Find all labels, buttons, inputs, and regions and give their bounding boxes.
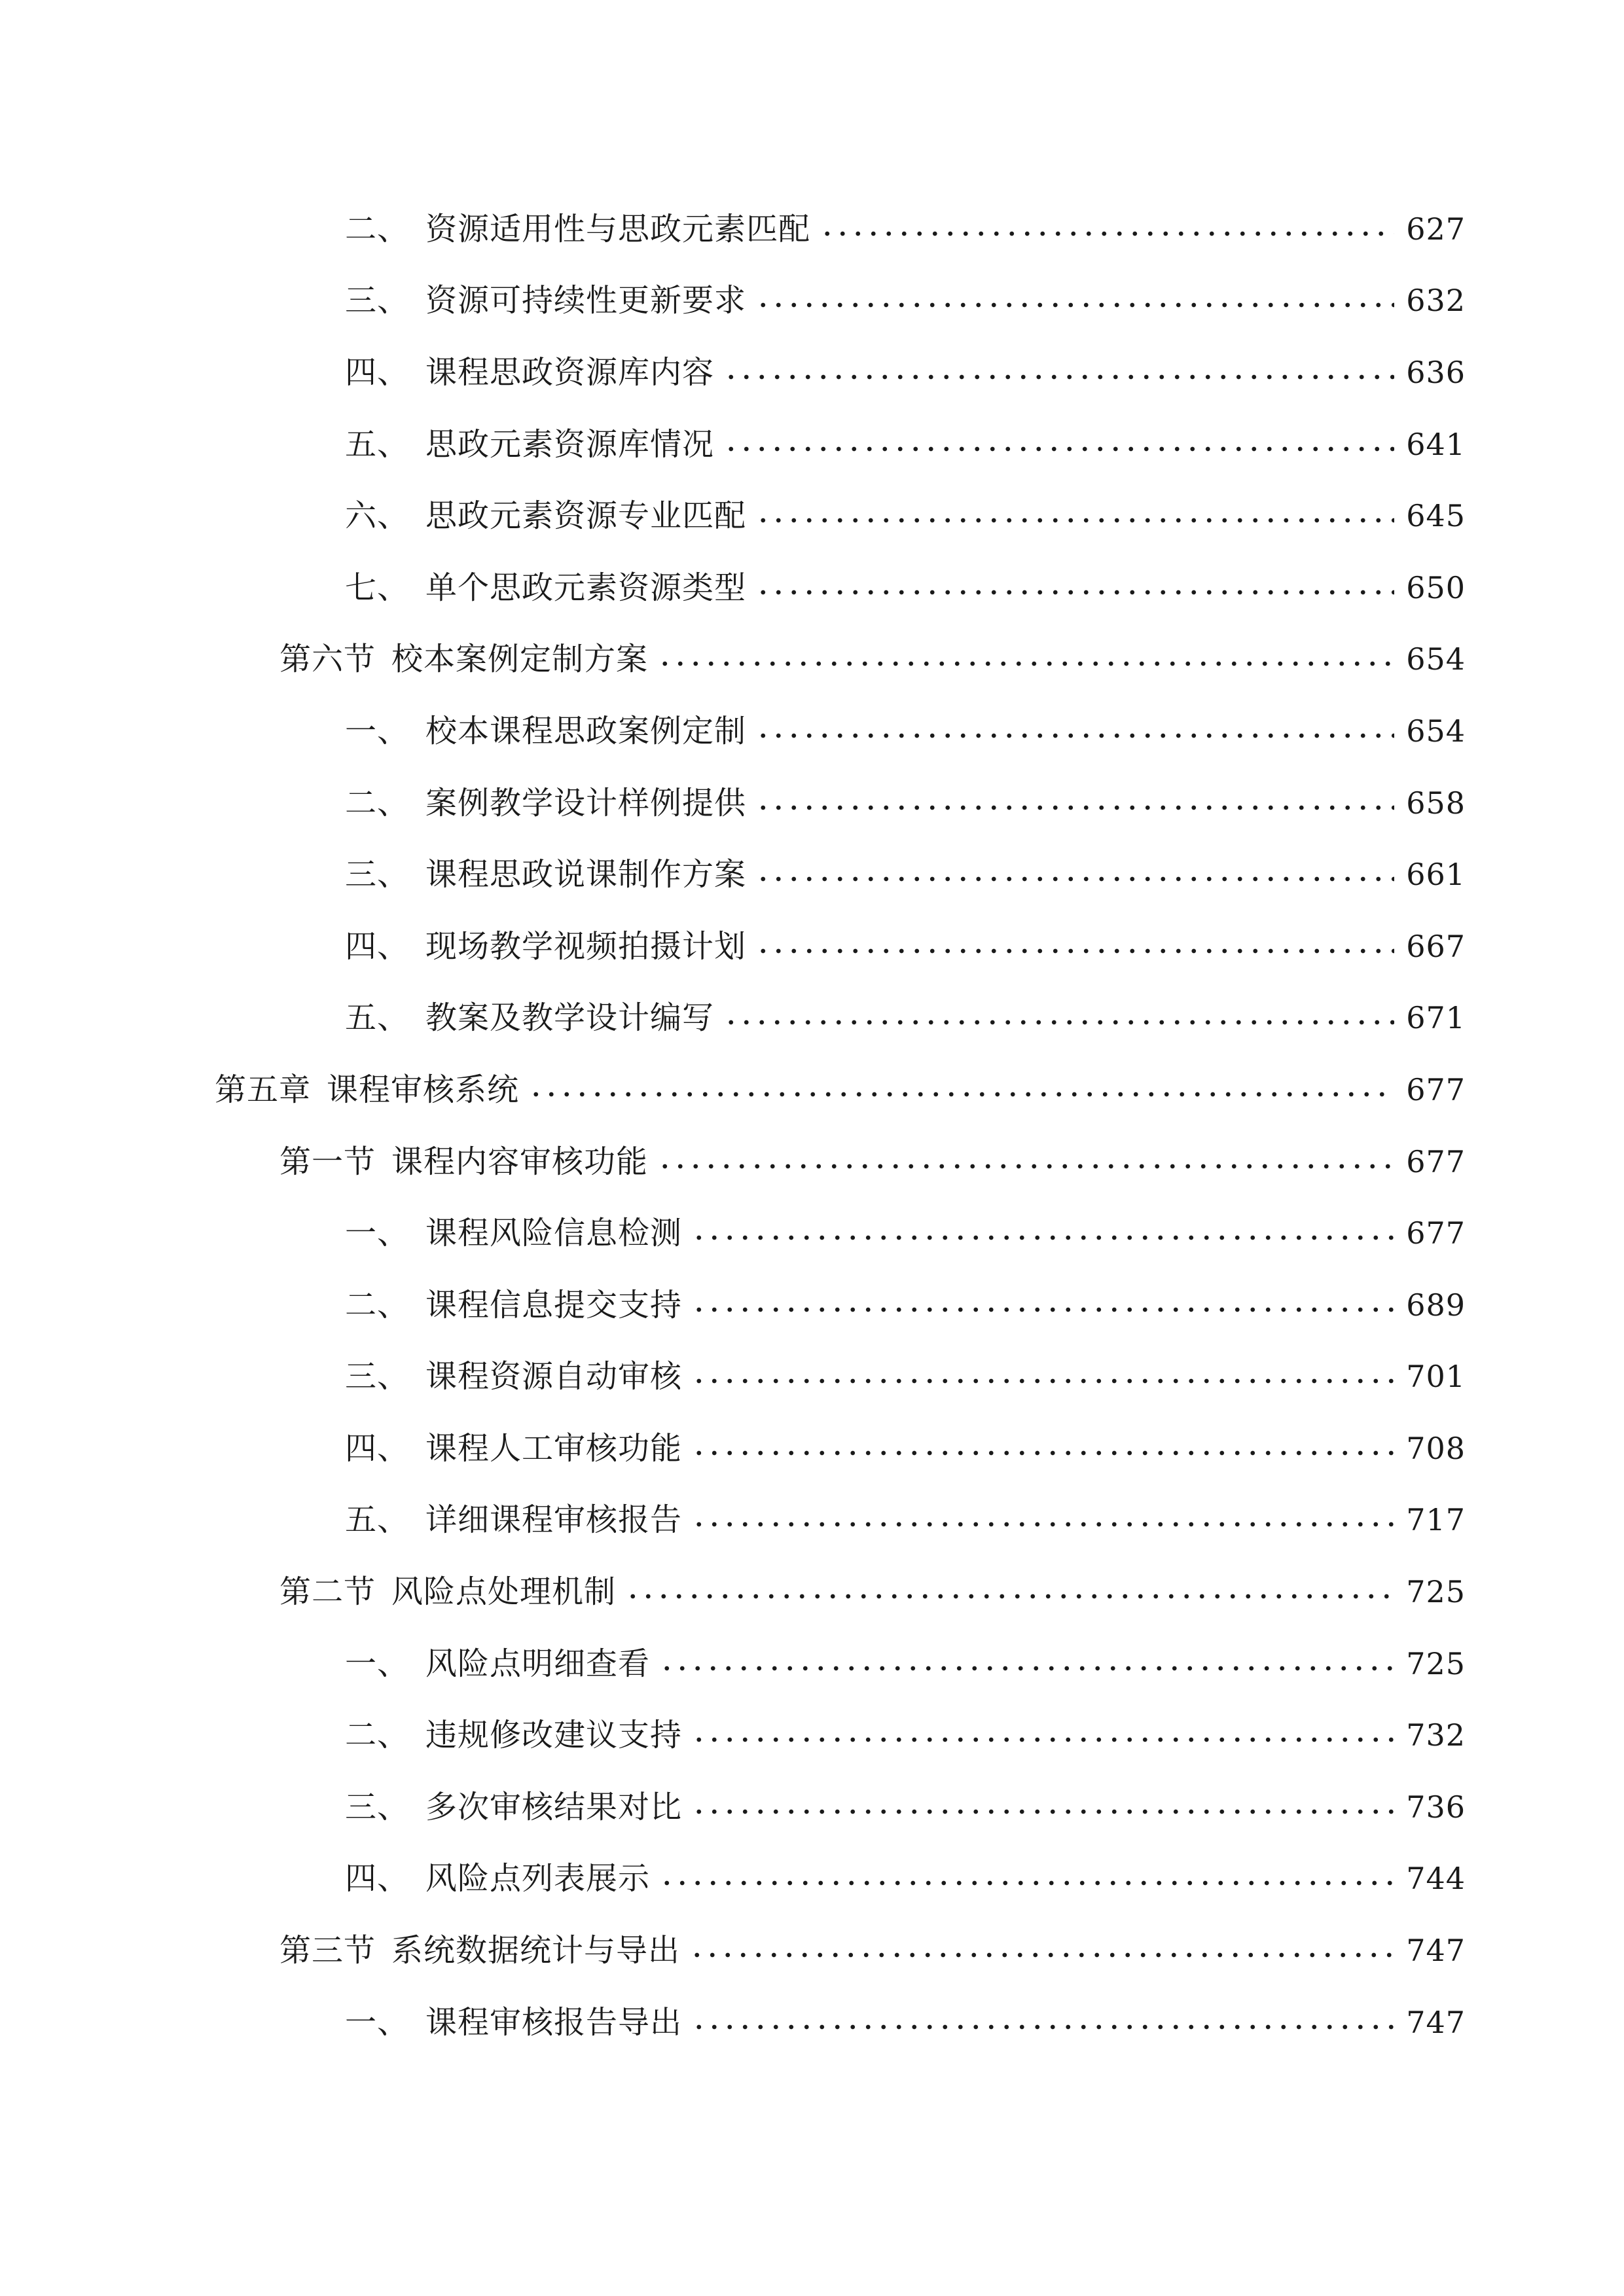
toc-entry[interactable]: [0, 1628, 1624, 1700]
toc-entry-title: 思政元素资源专业匹配: [425, 497, 747, 535]
dot-leader: [755, 588, 1394, 597]
toc-entry-page: 632: [1406, 283, 1466, 319]
dot-leader: [691, 1735, 1394, 1744]
toc-entry-page: 744: [1406, 1861, 1466, 1897]
toc-entry-page: 677: [1406, 1143, 1466, 1179]
dot-leader: [723, 1018, 1394, 1027]
toc-entry-title: 资源可持续性更新要求: [425, 282, 747, 319]
dot-leader: [723, 444, 1394, 454]
toc-entry-number: 四、: [345, 1860, 410, 1897]
toc-entry-page: 747: [1406, 2004, 1466, 2040]
toc-entry-number: 第六节: [280, 641, 376, 678]
toc-entry-page: 708: [1406, 1430, 1466, 1466]
dot-leader: [691, 1448, 1394, 1458]
dot-leader: [691, 1376, 1394, 1386]
toc-entry-page: 627: [1406, 211, 1466, 247]
toc-entry-title: 思政元素资源库情况: [425, 425, 715, 463]
toc-entry-number: 二、: [345, 210, 410, 247]
toc-entry-number: 一、: [345, 712, 410, 749]
dot-leader: [691, 2022, 1394, 2032]
toc-entry-page: 725: [1406, 1645, 1466, 1681]
toc-entry-title: 课程风险信息检测: [425, 1215, 683, 1252]
toc-entry-number: 五、: [345, 1501, 410, 1539]
toc-entry-number: 二、: [345, 1286, 410, 1323]
toc-entry-page: 636: [1406, 354, 1466, 390]
toc-entry[interactable]: [0, 1484, 1624, 1556]
toc-entry-page: 736: [1406, 1789, 1466, 1825]
toc-entry-page: 641: [1406, 426, 1466, 462]
toc-entry-title: 课程思政说课制作方案: [425, 856, 747, 893]
toc-entry-number: 三、: [345, 856, 410, 893]
toc-entry[interactable]: [0, 1341, 1624, 1413]
toc-entry-title: 校本课程思政案例定制: [425, 712, 747, 749]
toc-entry-number: 第五章: [215, 1071, 312, 1108]
toc-entry-page: 677: [1406, 1215, 1466, 1251]
toc-entry-number: 三、: [345, 1358, 410, 1395]
toc-entry[interactable]: [0, 1197, 1624, 1269]
dot-leader: [689, 1950, 1394, 1960]
toc-entry-number: 第三节: [280, 1932, 376, 1969]
toc-entry-number: 三、: [345, 1788, 410, 1825]
toc-entry-title: 课程思政资源库内容: [425, 353, 715, 391]
toc-entry-section[interactable]: [0, 1914, 1624, 1986]
dot-leader: [659, 1878, 1394, 1888]
toc-entry-number: 二、: [345, 1717, 410, 1754]
toc-entry-title: 教案及教学设计编写: [425, 999, 715, 1037]
dot-leader: [691, 1807, 1394, 1816]
toc-entry-chapter[interactable]: [0, 1054, 1624, 1126]
toc-entry-page: 650: [1406, 569, 1466, 605]
toc-entry[interactable]: [0, 1986, 1624, 2058]
dot-leader: [755, 300, 1394, 310]
toc-entry-page: 717: [1406, 1502, 1466, 1538]
toc-entry-number: 四、: [345, 1429, 410, 1467]
toc-entry-page: 661: [1406, 857, 1466, 893]
toc-entry-title: 违规修改建议支持: [425, 1717, 683, 1754]
toc-entry-page: 645: [1406, 498, 1466, 534]
toc-entry[interactable]: [0, 910, 1624, 982]
toc-entry-page: 654: [1406, 713, 1466, 749]
toc-list: [0, 193, 1624, 2058]
toc-entry-title: 单个思政元素资源类型: [425, 569, 747, 606]
toc-entry[interactable]: [0, 336, 1624, 408]
toc-entry[interactable]: [0, 265, 1624, 337]
toc-entry-page: 689: [1406, 1287, 1466, 1323]
toc-entry-page: 747: [1406, 1933, 1466, 1969]
dot-leader: [755, 803, 1394, 812]
dot-leader: [659, 1664, 1394, 1673]
dot-leader: [755, 874, 1394, 884]
dot-leader: [657, 1162, 1394, 1171]
toc-entry[interactable]: [0, 838, 1624, 910]
toc-entry[interactable]: [0, 695, 1624, 767]
toc-entry[interactable]: [0, 480, 1624, 552]
dot-leader: [691, 1305, 1394, 1314]
dot-leader: [755, 731, 1394, 740]
toc-entry-number: 二、: [345, 784, 410, 821]
toc-entry[interactable]: [0, 552, 1624, 624]
toc-entry-page: 658: [1406, 785, 1466, 821]
dot-leader: [625, 1592, 1394, 1601]
toc-entry-title: 课程信息提交支持: [425, 1286, 683, 1323]
toc-entry-title: 现场教学视频拍摄计划: [425, 927, 747, 965]
toc-entry-page: 671: [1406, 1000, 1466, 1036]
toc-entry-section[interactable]: [0, 1126, 1624, 1198]
toc-entry[interactable]: [0, 193, 1624, 265]
toc-entry-number: 五、: [345, 425, 410, 463]
toc-entry-number: 四、: [345, 927, 410, 965]
toc-entry[interactable]: [0, 1412, 1624, 1484]
toc-entry-page: 654: [1406, 641, 1466, 677]
toc-entry-title: 系统数据统计与导出: [391, 1932, 681, 1969]
toc-entry-number: 第二节: [280, 1573, 376, 1611]
toc-entry-title: 风险点明细查看: [425, 1645, 651, 1682]
toc-entry-number: 一、: [345, 1645, 410, 1682]
toc-entry-title: 课程人工审核功能: [425, 1429, 683, 1467]
toc-entry-title: 课程审核报告导出: [425, 2003, 683, 2041]
toc-entry[interactable]: [0, 767, 1624, 839]
toc-entry[interactable]: [0, 408, 1624, 480]
dot-leader: [691, 1520, 1394, 1529]
toc-entry[interactable]: [0, 1843, 1624, 1915]
dot-leader: [755, 946, 1394, 956]
toc-entry-page: 677: [1406, 1071, 1466, 1107]
toc-entry-title: 风险点列表展示: [425, 1860, 651, 1897]
toc-entry-section[interactable]: [0, 1556, 1624, 1628]
toc-entry-page: 701: [1406, 1359, 1466, 1395]
toc-entry-title: 资源适用性与思政元素匹配: [425, 210, 811, 247]
toc-entry-number: 三、: [345, 282, 410, 319]
dot-leader: [691, 1233, 1394, 1242]
toc-entry-title: 课程审核系统: [327, 1071, 520, 1108]
toc-entry-number: 第一节: [280, 1143, 376, 1180]
toc-entry-title: 校本案例定制方案: [391, 641, 649, 678]
toc-entry[interactable]: [0, 1269, 1624, 1341]
toc-entry-number: 一、: [345, 1215, 410, 1252]
toc-entry-number: 四、: [345, 353, 410, 391]
dot-leader: [723, 372, 1394, 382]
toc-entry-page: 725: [1406, 1574, 1466, 1610]
dot-leader: [528, 1090, 1394, 1099]
toc-entry-title: 多次审核结果对比: [425, 1788, 683, 1825]
toc-entry-number: 六、: [345, 497, 410, 535]
toc-entry-number: 七、: [345, 569, 410, 606]
toc-entry-number: 一、: [345, 2003, 410, 2041]
toc-entry-section[interactable]: [0, 624, 1624, 696]
toc-entry-title: 风险点处理机制: [391, 1573, 617, 1611]
dot-leader: [820, 229, 1394, 238]
toc-entry[interactable]: [0, 982, 1624, 1054]
toc-entry[interactable]: [0, 1771, 1624, 1843]
dot-leader: [657, 659, 1394, 668]
toc-entry-number: 五、: [345, 999, 410, 1037]
toc-entry-page: 667: [1406, 928, 1466, 964]
toc-entry-page: 732: [1406, 1717, 1466, 1753]
toc-entry-title: 课程内容审核功能: [391, 1143, 649, 1180]
toc-entry-title: 详细课程审核报告: [425, 1501, 683, 1539]
toc-entry-title: 课程资源自动审核: [425, 1358, 683, 1395]
toc-entry-title: 案例教学设计样例提供: [425, 784, 747, 821]
dot-leader: [755, 516, 1394, 525]
toc-entry[interactable]: [0, 1699, 1624, 1771]
